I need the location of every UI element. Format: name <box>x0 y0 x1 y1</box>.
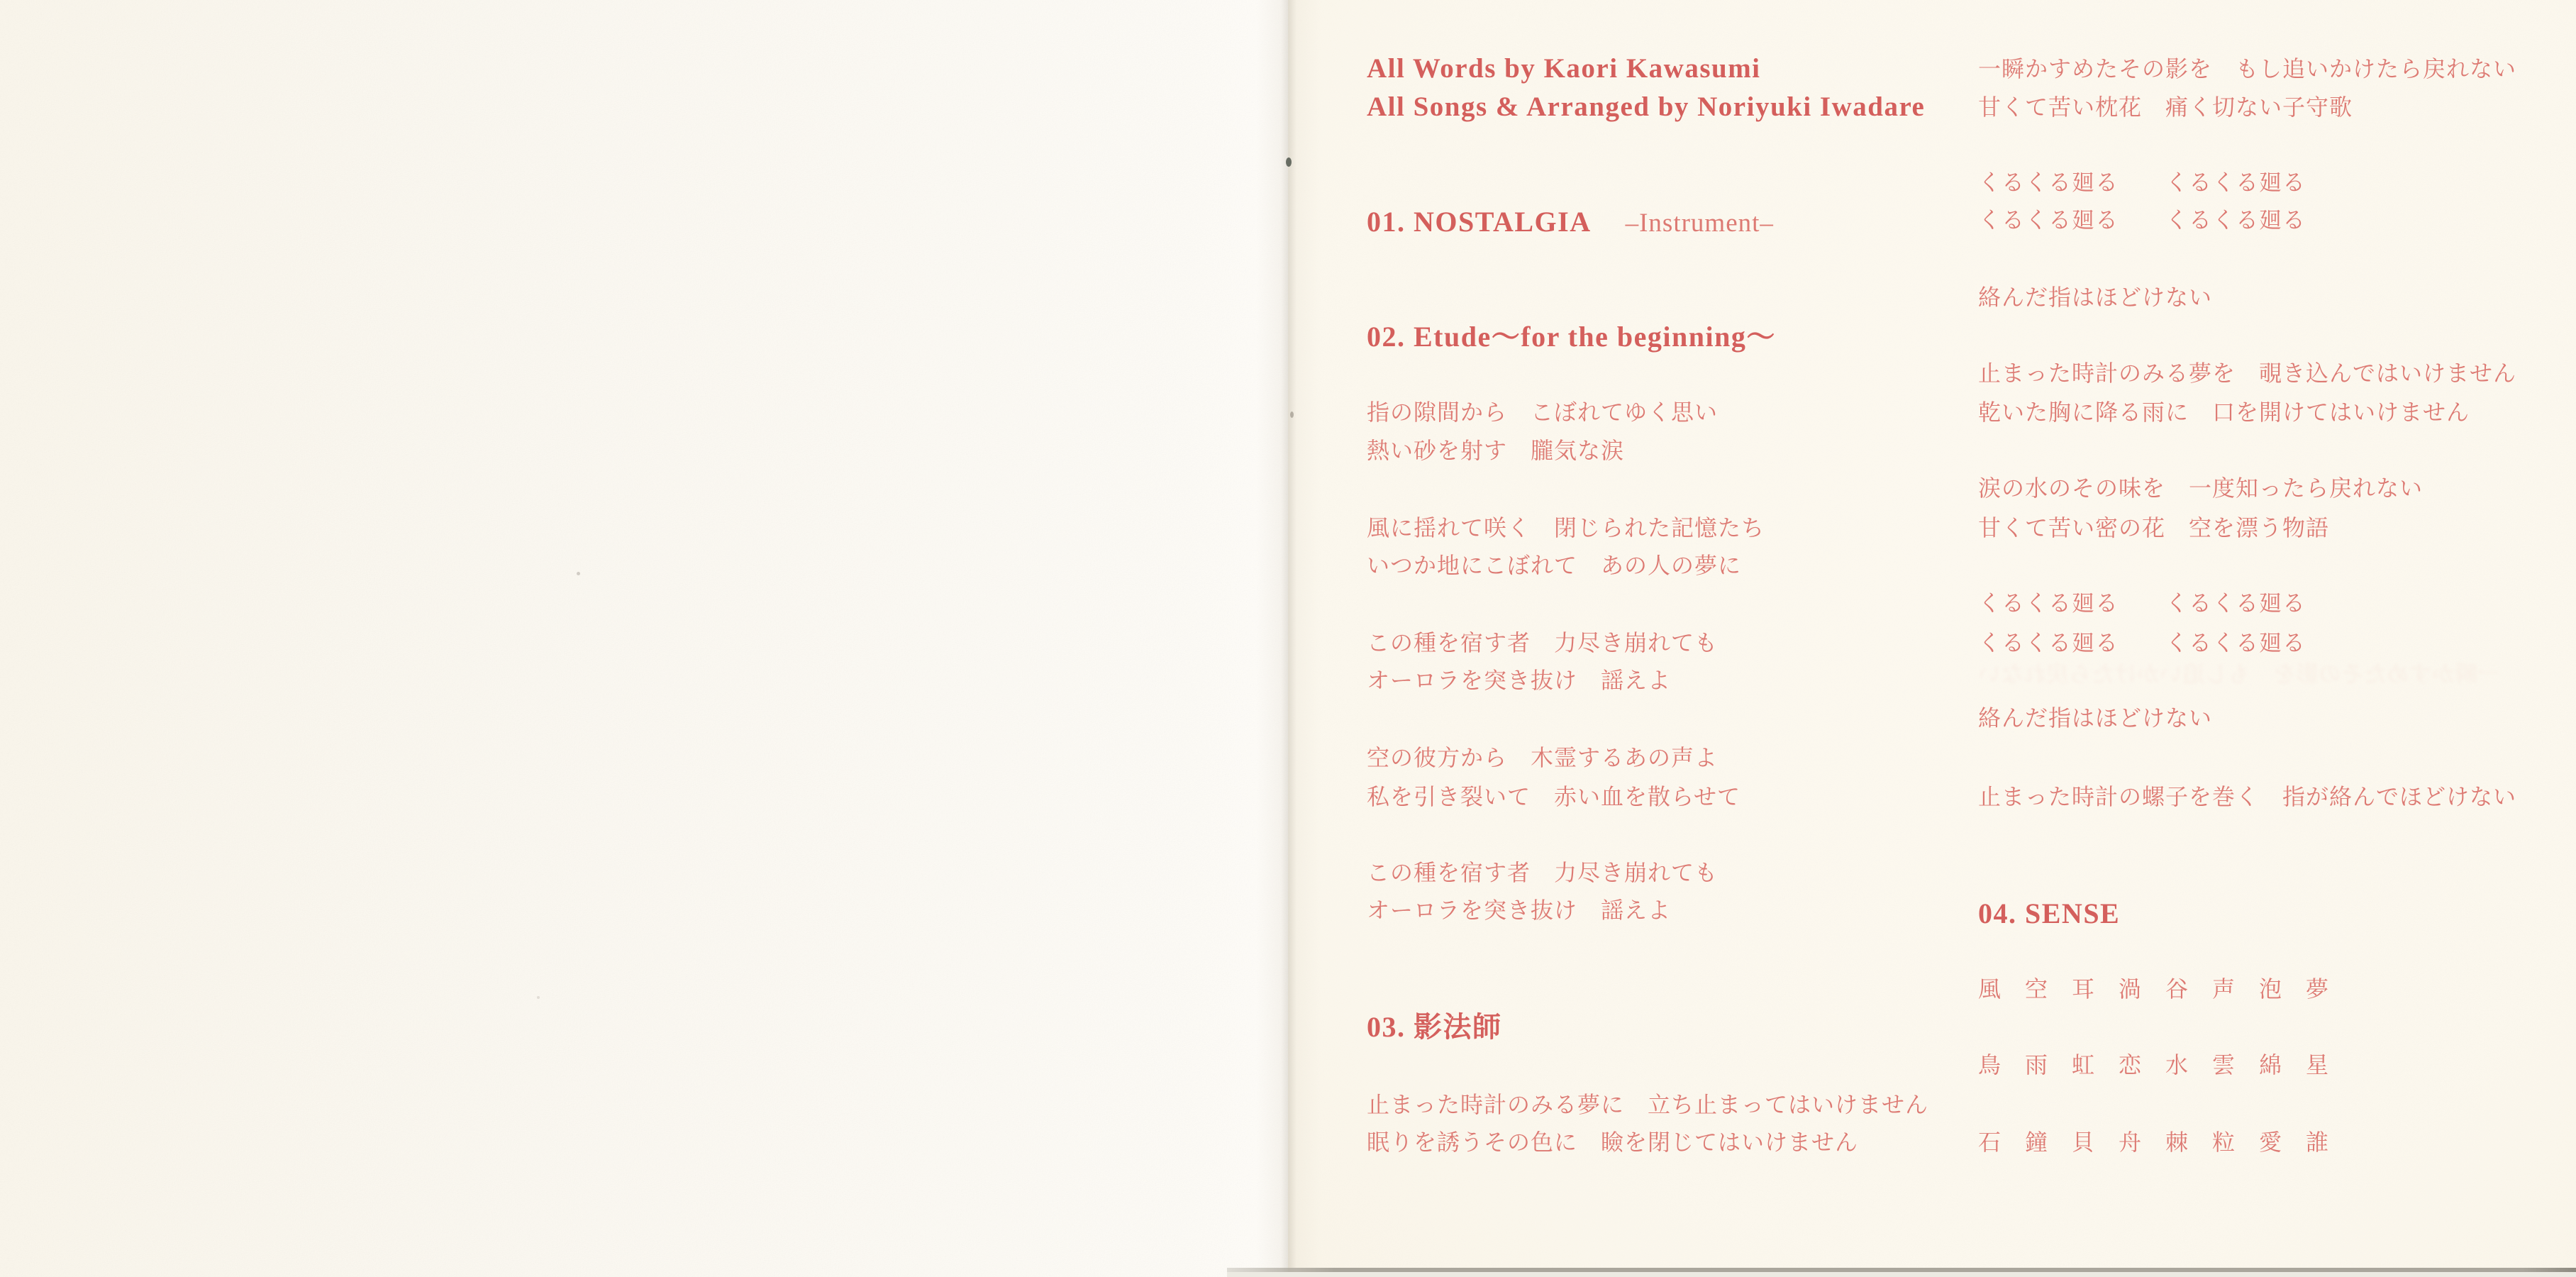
lyric-line: いつか地にこぼれて あの人の夢に <box>1367 553 1742 578</box>
lyric-line: 指の隙間から こぼれてゆく思い <box>1367 399 1719 425</box>
credit-music: All Songs & Arranged by Noriyuki Iwadare <box>1367 92 1926 122</box>
credit-words: All Words by Kaori Kawasumi <box>1367 53 1761 84</box>
lyric-line: この種を宿す者 力尽き崩れても <box>1367 630 1719 656</box>
lyric-line: くるくる廻る くるくる廻る <box>1978 630 2306 656</box>
track-03-title: 03. 影法師 <box>1367 1011 1502 1043</box>
lyric-line: オーロラを突き抜け 謡えよ <box>1367 668 1672 693</box>
right-page-lyrics <box>1288 0 2576 1277</box>
lyric-line: この種を宿す者 力尽き崩れても <box>1367 860 1719 885</box>
lyric-line: 止まった時計のみる夢に 立ち止まってはいけません <box>1367 1092 1929 1117</box>
lyric-line: 眠りを誘うその色に 瞼を閉じてはいけません <box>1367 1129 1859 1155</box>
staple-mark <box>1286 157 1292 167</box>
staple-mark <box>1290 411 1294 418</box>
lyric-line: 空の彼方から 木霊するあの声よ <box>1367 745 1719 770</box>
lyric-line: くるくる廻る くるくる廻る <box>1978 207 2306 233</box>
track-04-title: 04. SENSE <box>1978 897 2121 929</box>
lyric-line: 涙の水のその味を 一度知ったら戻れない <box>1978 475 2424 501</box>
lyric-line: 絡んだ指はほどけない <box>1978 284 2213 310</box>
lyric-line: 甘くて苦い枕花 痛く切ない子守歌 <box>1978 94 2353 120</box>
page-bottom-edge-line <box>1227 1268 2576 1272</box>
dust-speck <box>537 996 540 999</box>
page-bottom-under-edge <box>1227 1272 2576 1277</box>
lyric-line: 私を引き裂いて 赤い血を散らせて <box>1367 784 1741 809</box>
track-01-subtitle: –Instrument– <box>1625 209 1774 238</box>
lyric-line-kanji-row: 鳥 雨 虹 恋 水 雲 綿 星 <box>1978 1052 2330 1078</box>
dust-speck <box>577 572 580 575</box>
lyric-line: 熱い砂を射す 朧気な涙 <box>1367 438 1625 463</box>
lyric-line: くるくる廻る くるくる廻る <box>1978 170 2306 195</box>
center-fold-shadow <box>1256 0 1321 1277</box>
lyric-line: 甘くて苦い密の花 空を漂う物語 <box>1978 515 2330 541</box>
track-01-number-name: 01. NOSTALGIA <box>1367 206 1592 238</box>
lyric-line: くるくる廻る くるくる廻る <box>1978 590 2306 616</box>
track-01-title <box>1367 205 1774 241</box>
lyric-line: 乾いた胸に降る雨に 口を開けてはいけません <box>1978 399 2470 425</box>
track-02-title: 02. Etude～for the beginning～ <box>1367 321 1776 353</box>
lyric-line: 止まった時計の螺子を巻く 指が絡んでほどけない <box>1978 784 2517 809</box>
lyric-line: 風に揺れて咲く 閉じられた記憶たち <box>1367 515 1765 541</box>
show-through-ghost-text: 一瞬かすめたその影を もし追いかけたら戻れない <box>1978 661 2501 687</box>
lyric-line: 一瞬かすめたその影を もし追いかけたら戻れない <box>1978 56 2517 82</box>
lyric-line: 止まった時計のみる夢を 覗き込んではいけません <box>1978 360 2517 386</box>
lyric-line: 絡んだ指はほどけない <box>1978 705 2213 731</box>
lyric-line-kanji-row: 風 空 耳 渦 谷 声 泡 夢 <box>1978 976 2330 1002</box>
lyric-line-kanji-row: 石 鐘 貝 舟 棘 粒 愛 誰 <box>1978 1129 2330 1155</box>
lyric-line: オーロラを突き抜け 謡えよ <box>1367 897 1672 923</box>
